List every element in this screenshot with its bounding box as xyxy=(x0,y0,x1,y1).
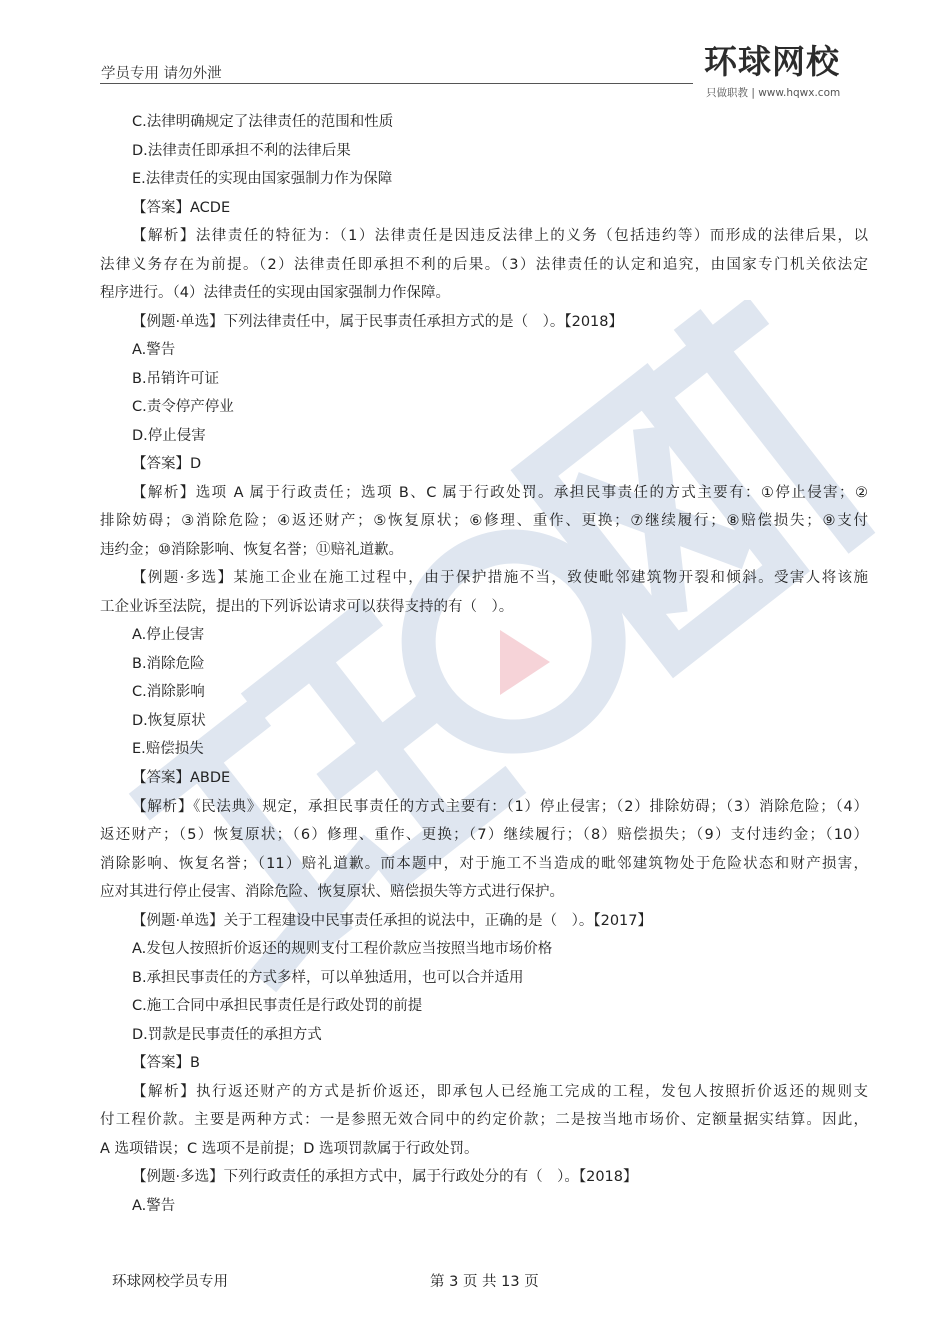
question-title: 【例题·单选】关于工程建设中民事责任承担的说法中，正确的是（ ）。【2017】 xyxy=(132,913,653,929)
option-b: B.承担民事责任的方式多样，可以单独适用，也可以合并适用 xyxy=(132,970,524,986)
analysis-line: 【解析】法律责任的特征为：（1）法律责任是因违反法律上的义务（包括违约等）而形成的法律后果，以 xyxy=(132,228,868,244)
option-a: A.停止侵害 xyxy=(132,627,205,643)
analysis-line: 消除影响、恢复名誉；（11）赔礼道歉。而本题中，对于施工不当造成的毗邻建筑物处于危险状态和财产损害， xyxy=(100,856,868,872)
option-c: C.消除影响 xyxy=(132,684,205,700)
page-number: 第 3 页 共 13 页 xyxy=(430,1274,539,1290)
question-title: 【例题·多选】下列行政责任的承担方式中，属于行政处分的有（ ）。【2018】 xyxy=(132,1169,638,1185)
option-a: A.警告 xyxy=(132,342,176,358)
logo-text: 环球网校 xyxy=(704,42,840,81)
option-e: E.赔偿损失 xyxy=(132,741,204,757)
logo-tagline: 只做职教 | www.hqwx.com xyxy=(706,87,841,99)
option-d: D.法律责任即承担不利的法律后果 xyxy=(132,143,351,159)
analysis-line: 法律义务存在为前提。（2）法律责任即承担不利的后果。（3）法律责任的认定和追究，由国家专门机关依法定 xyxy=(100,257,868,273)
logo-wordmark xyxy=(704,42,840,82)
header-note: 学员专用 请勿外泄 xyxy=(101,66,222,82)
option-c: C.责令停产停业 xyxy=(132,399,234,415)
option-b: B.吊销许可证 xyxy=(132,371,220,387)
analysis-line: 返还财产；（5）恢复原状；（6）修理、重作、更换；（7）继续履行；（8）赔偿损失；（9）支付违约金；（10） xyxy=(100,827,868,843)
brand-logo xyxy=(704,42,872,100)
analysis-line: A 选项错误；C 选项不是前提；D 选项罚款属于行政处罚。 xyxy=(100,1141,479,1157)
question-title: 【例题·单选】下列法律责任中，属于民事责任承担方式的是（ ）。【2018】 xyxy=(132,314,624,330)
analysis-line: 程序进行。（4）法律责任的实现由国家强制力作保障。 xyxy=(100,285,450,301)
option-d: D.恢复原状 xyxy=(132,713,206,729)
analysis-line: 【解析】选项 A 属于行政责任；选项 B、C 属于行政处罚。承担民事责任的方式主要有：①停止侵害；② xyxy=(132,485,868,501)
analysis-line: 付工程价款。主要是两种方式：一是参照无效合同中的约定价款；二是按当地市场价、定额量据实结算。因此， xyxy=(100,1112,868,1128)
option-c: C.施工合同中承担民事责任是行政处罚的前提 xyxy=(132,998,423,1014)
answer: 【答案】B xyxy=(132,1055,200,1071)
option-b: B.消除危险 xyxy=(132,656,205,672)
question-title: 【例题·多选】某施工企业在施工过程中，由于保护措施不当，致使毗邻建筑物开裂和倾斜。受害人将该施 xyxy=(132,570,868,586)
footer-label: 环球网校学员专用 xyxy=(112,1274,228,1290)
header-divider xyxy=(100,83,693,84)
question-title: 工企业诉至法院，提出的下列诉讼请求可以获得支持的有（ ）。 xyxy=(100,599,514,615)
analysis-line: 【解析】执行返还财产的方式是折价返还，即承包人已经施工完成的工程，发包人按照折价返还的规则支 xyxy=(132,1084,868,1100)
option-a: A.警告 xyxy=(132,1198,176,1214)
answer: 【答案】ABDE xyxy=(132,770,231,786)
analysis-line: 应对其进行停止侵害、消除危险、恢复原状、赔偿损失等方式进行保护。 xyxy=(100,884,564,900)
option-e: E.法律责任的实现由国家强制力作为保障 xyxy=(132,171,393,187)
analysis-line: 违约金；⑩消除影响、恢复名誉；⑪赔礼道歉。 xyxy=(100,542,403,558)
option-a: A.发包人按照折价返还的规则支付工程价款应当按照当地市场价格 xyxy=(132,941,553,957)
option-d: D.停止侵害 xyxy=(132,428,206,444)
analysis-line: 排除妨碍；③消除危险；④返还财产；⑤恢复原状；⑥修理、重作、更换；⑦继续履行；⑧赔偿损失；⑨支付 xyxy=(100,513,868,529)
option-c: C.法律明确规定了法律责任的范围和性质 xyxy=(132,114,394,130)
option-d: D.罚款是民事责任的承担方式 xyxy=(132,1027,322,1043)
answer: 【答案】ACDE xyxy=(132,200,231,216)
answer: 【答案】D xyxy=(132,456,202,472)
analysis-line: 【解析】《民法典》规定，承担民事责任的方式主要有：（1）停止侵害；（2）排除妨碍；（3）消除危险；（4） xyxy=(132,799,868,815)
